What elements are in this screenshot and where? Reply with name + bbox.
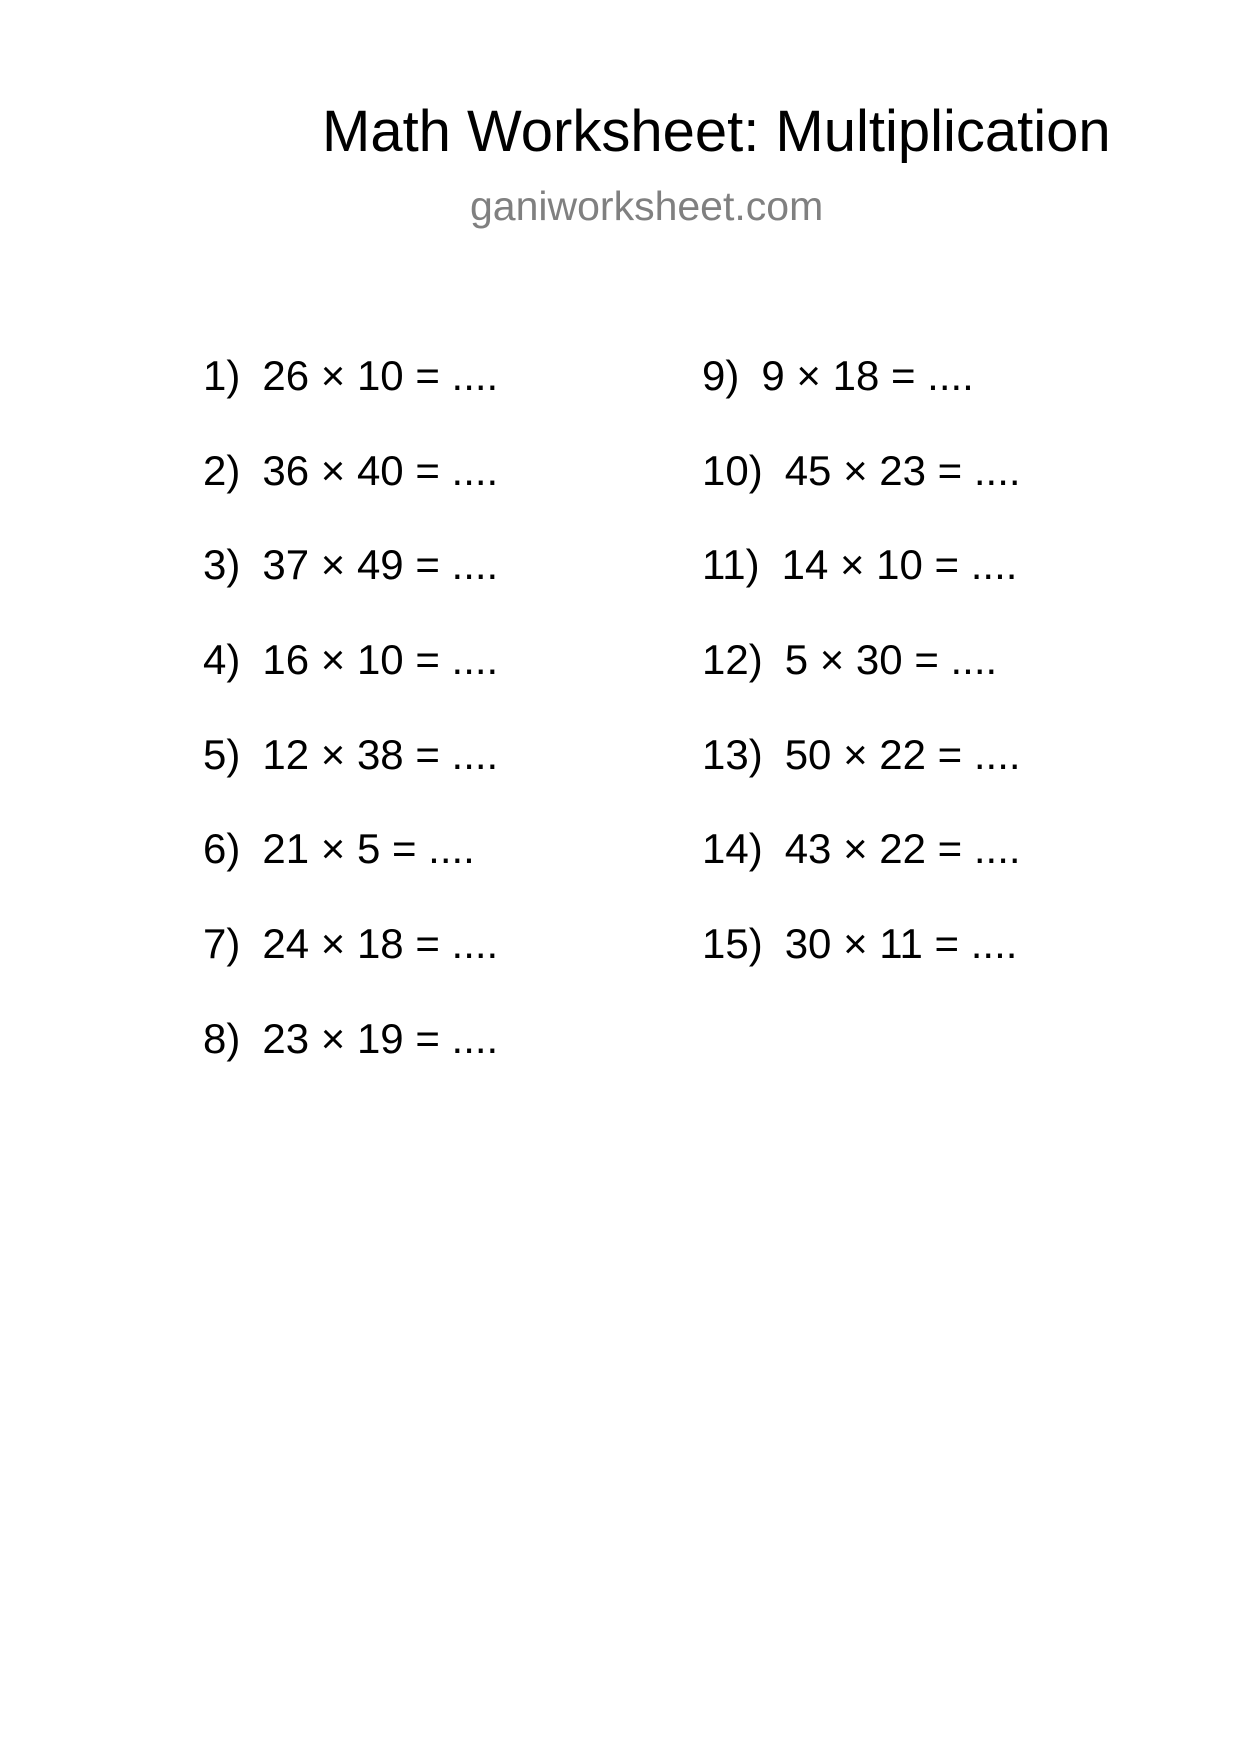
page-title: Math Worksheet: Multiplication <box>322 99 1111 164</box>
problem-expression: 50 × 22 = .... <box>784 730 1021 778</box>
problem-number: 8) <box>203 1014 241 1062</box>
problem-expression: 14 × 10 = .... <box>781 541 1018 589</box>
problem-column-left <box>203 352 498 1110</box>
site-url: ganiworksheet.com <box>470 183 824 229</box>
problem-item <box>203 447 498 542</box>
problem-expression: 26 × 10 = .... <box>262 352 499 399</box>
problem-number: 10) <box>702 446 763 494</box>
problem-number: 14) <box>702 825 763 873</box>
problem-item <box>203 731 498 826</box>
problem-number: 1) <box>203 352 241 399</box>
problem-expression: 36 × 40 = .... <box>262 446 499 494</box>
problem-expression: 12 × 38 = .... <box>262 730 499 778</box>
problem-item <box>203 920 498 1015</box>
problem-number: 12) <box>702 636 763 684</box>
problem-number: 13) <box>702 730 763 778</box>
problem-number: 15) <box>702 920 763 968</box>
problem-number: 11) <box>702 541 760 589</box>
problem-expression: 30 × 11 = .... <box>784 920 1018 968</box>
problem-expression: 9 × 18 = .... <box>761 352 974 399</box>
problem-expression: 16 × 10 = .... <box>262 636 499 684</box>
problem-column-right <box>702 352 1021 1015</box>
problem-item <box>702 825 1021 920</box>
problem-number: 5) <box>203 730 241 778</box>
problem-item <box>203 636 498 731</box>
problem-number: 9) <box>702 352 740 399</box>
problem-expression: 23 × 19 = .... <box>262 1014 499 1062</box>
problem-item <box>203 825 498 920</box>
problem-item <box>203 541 498 636</box>
problem-expression: 37 × 49 = .... <box>262 541 499 589</box>
problem-number: 4) <box>203 636 241 684</box>
problem-item <box>203 1015 498 1110</box>
problem-number: 7) <box>203 920 241 968</box>
problem-expression: 43 × 22 = .... <box>784 825 1021 873</box>
problem-item <box>702 541 1021 636</box>
problem-number: 3) <box>203 541 241 589</box>
problem-expression: 21 × 5 = .... <box>262 825 475 873</box>
problem-number: 6) <box>203 825 241 873</box>
problem-number: 2) <box>203 446 241 494</box>
problem-item <box>702 447 1021 542</box>
problem-expression: 45 × 23 = .... <box>784 446 1021 494</box>
problem-item <box>702 920 1021 1015</box>
problem-item <box>702 352 1021 447</box>
problem-expression: 5 × 30 = .... <box>784 636 998 684</box>
problem-item <box>203 352 498 447</box>
problem-item <box>702 731 1021 826</box>
problem-expression: 24 × 18 = .... <box>262 920 499 968</box>
problem-item <box>702 636 1021 731</box>
